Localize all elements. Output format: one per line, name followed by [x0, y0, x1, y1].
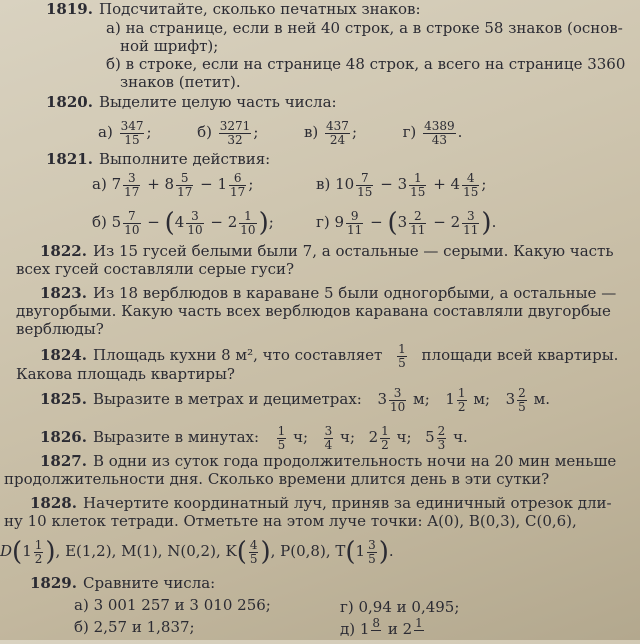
problem-1825: 1825. Выразите в метрах и дециметрах: 3 $\frac{3}{10}$ м; 1 $\frac{1}{2}$ м; 3 $\frac{2}{5}$ м.: [40, 385, 551, 414]
item-label: в): [303, 123, 319, 141]
problem-1821-v: в) 10 $\frac{7}{15}$ − 3 $\frac{1}{15}$ + 4 $\frac{4}{15}$ ;: [316, 170, 487, 199]
problem-1821-b: б) 5 $\frac{7}{10}$ − (4 $\frac{3}{10}$ − 2 $\frac{1}{10}$ );: [92, 208, 274, 238]
problem-1819-a2: ной шрифт);: [120, 37, 219, 55]
problem-1823-l3: верблюды?: [16, 320, 104, 338]
fraction: $\frac{3271}{32}$: [219, 118, 251, 147]
problem-1821-a: а) 7 $\frac{3}{17}$ + 8 $\frac{5}{17}$ − 1 $\frac{6}{17}$ ;: [92, 170, 254, 199]
problem-text: Выделите целую часть числа:: [98, 93, 337, 111]
problem-number: 1820.: [46, 93, 93, 111]
problem-1829-d: д) 1 8 и 2 1: [340, 615, 423, 638]
problem-1828-l2: ну 10 клеток тетради. Отметьте на этом луче точки: A(0), B(0,3), C(0,6),: [4, 512, 577, 530]
fraction: $\frac{4389}{43}$: [424, 118, 455, 147]
problem-1821-g: г) 9 $\frac{9}{11}$ − (3 $\frac{2}{11}$ − 2 $\frac{3}{11}$ ).: [316, 208, 497, 238]
problem-number: 1821.: [46, 150, 93, 168]
problem-1823-l2: двугорбыми. Какую часть всех верблюдов каравана составляли двугорбые: [16, 302, 611, 320]
problem-1820-title: [46, 93, 337, 111]
fraction: $\frac{347}{15}$: [120, 118, 144, 147]
problem-1819-title: [46, 0, 421, 18]
problem-text: Выполните действия:: [98, 150, 271, 168]
problem-1829-a: а) 3 001 257 и 3 010 256;: [74, 596, 271, 614]
problem-1827-l1: 1827. В одни из суток года продолжительность ночи на 20 мин меньше: [40, 452, 617, 470]
problem-1823-l1: 1823. Из 18 верблюдов в караване 5 были одногорбыми, а остальные —: [40, 284, 617, 302]
problem-1819-b1: б) в строке, если на странице 48 строк, а всего на странице 3360: [106, 55, 626, 73]
problem-1829-b: б) 2,57 и 1,837;: [74, 618, 195, 636]
problem-1819-a1: а) на странице, если в ней 40 строк, а в строке 58 знаков (основ-: [106, 19, 623, 37]
problem-number: 1819.: [46, 0, 93, 18]
problem-1828-l1: 1828. Начертите координатный луч, приняв за единичный отрезок дли-: [30, 494, 612, 512]
item-label: г): [402, 123, 417, 141]
problem-1826: 1826. Выразите в минутах: $\frac{1}{5}$ ч; $\frac{3}{4}$ ч; 2 $\frac{1}{2}$ ч; 5 $\frac{2}{3}$ ч.: [40, 423, 468, 452]
item-label: а): [98, 123, 113, 141]
problem-1821-title: [46, 150, 270, 168]
problem-1820-items: а) $\frac{347}{15}$ ; б) $\frac{3271}{32}$ ; в) $\frac{437}{24}$ ; г) $\frac{4389}{43}$ .: [98, 118, 463, 147]
problem-1819-b2: знаков (петит).: [120, 73, 241, 91]
problem-1829-g: г) 0,94 и 0,495;: [340, 598, 460, 616]
problem-1827-l2: продолжительности дня. Сколько времени длится день в эти сутки?: [4, 470, 550, 488]
problem-1829-title: 1829. Сравните числа:: [30, 574, 216, 592]
problem-1822-l1: 1822. Из 15 гусей белыми были 7, а остальные — серыми. Какую часть: [40, 242, 614, 260]
item-label: б): [197, 123, 212, 141]
problem-1828-l3: D(1 $\frac{1}{2}$ ), E(1,2), M(1), N(0,2), K( $\frac{4}{5}$ ), P(0,8), T(1 $\frac{3}{5}$ ).: [0, 537, 394, 567]
problem-text: Подсчитайте, сколько печатных знаков:: [98, 0, 421, 18]
problem-1822-l2: всех гусей составляли серые гуси?: [16, 260, 295, 278]
fraction: $\frac{437}{24}$: [326, 118, 349, 147]
problem-1824-l2: Какова площадь квартиры?: [16, 365, 235, 383]
problem-1824-l1: 1824. Площадь кухни 8 м², что составляет $\frac{1}{5}$ площади всей квартиры.: [40, 341, 619, 370]
